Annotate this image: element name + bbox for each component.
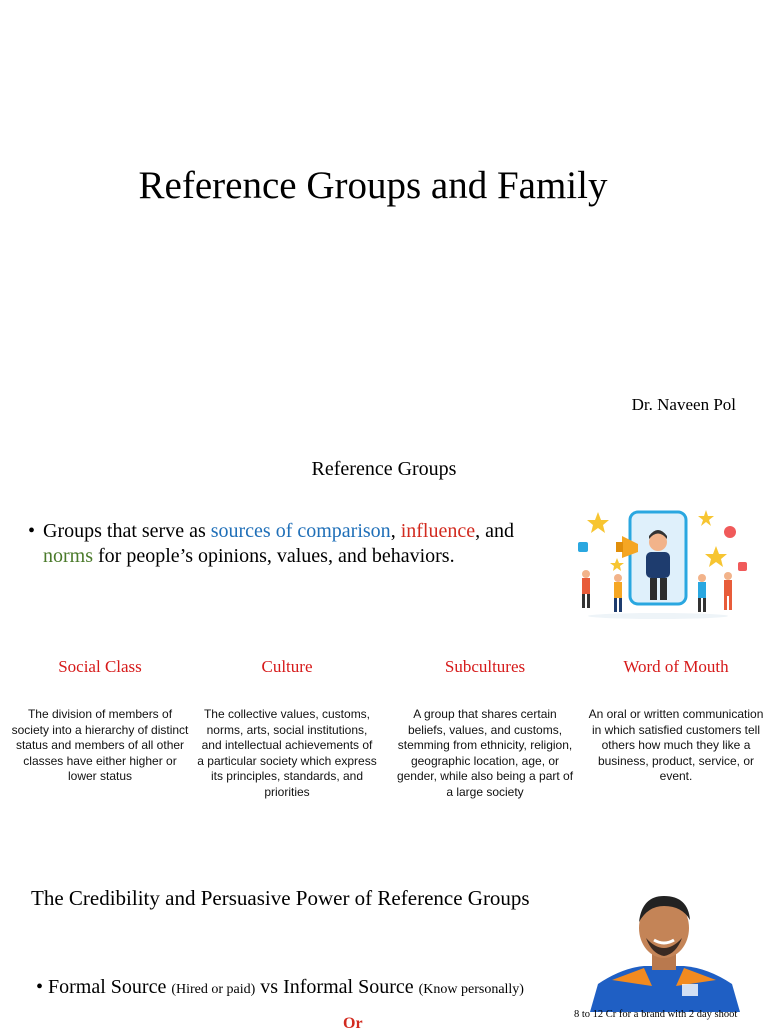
informal-source-note: (Know personally) [418,982,524,997]
definition-text [28,519,558,569]
column-title: Word of Mouth [623,657,729,676]
section-heading-credibility: The Credibility and Persuasive Power of Reference Groups [31,886,530,910]
column-culture [197,656,377,800]
column-description: An oral or written communication in which satisfied customers tell others how much they like a business, product, service, or event. [588,707,764,783]
column-description: The collective values, customs, norms, arts, social institutions, and intellectual achievements of a particular society which express its principles, standards, and priorities [197,707,377,799]
column-subcultures [395,656,575,800]
definition-comma: , [390,520,401,542]
celebrity-endorser-photo [582,888,746,1012]
column-word-of-mouth [586,656,766,785]
highlight-norms: norms [43,545,93,567]
column-social-class [10,656,190,785]
definition-part3: for people’s opinions, values, and behaviors. [93,545,455,567]
column-title: Subcultures [444,657,526,676]
definition-part2: , and [475,520,514,542]
formal-source-label: Formal Source [48,976,167,998]
or-label: Or [343,1015,363,1032]
column-title: Social Class [58,657,142,676]
bullet-dot: • [36,976,44,998]
page-title: Reference Groups and Family [138,164,608,207]
informal-source-label: Informal Source [283,976,414,998]
definition-bullet [28,519,558,569]
column-description: A group that shares certain beliefs, values, and customs, stemming from ethnicity, religion, geographic location, age, or gender, while also being a part of a large society [396,707,574,799]
bullet-dot: • [28,520,36,542]
formal-informal-bullet [36,976,524,999]
highlight-influence: influence [400,520,476,542]
column-description: The division of members of society into a hierarchy of distinct status and members of all other classes have either higher or lower status [11,707,189,783]
column-title: Culture [261,657,313,676]
photo-caption: 8 to 12 Cr for a brand with 2 day shoot [574,1009,738,1020]
section-heading-reference-groups: Reference Groups [311,458,457,480]
definition-part1: Groups that serve as [43,520,211,542]
influencer-illustration [566,506,752,622]
versus-label: vs [260,976,279,998]
formal-source-note: (Hired or paid) [171,982,256,997]
highlight-sources-of-comparison: sources of comparison [210,520,391,542]
author-name: Dr. Naveen Pol [631,395,736,414]
